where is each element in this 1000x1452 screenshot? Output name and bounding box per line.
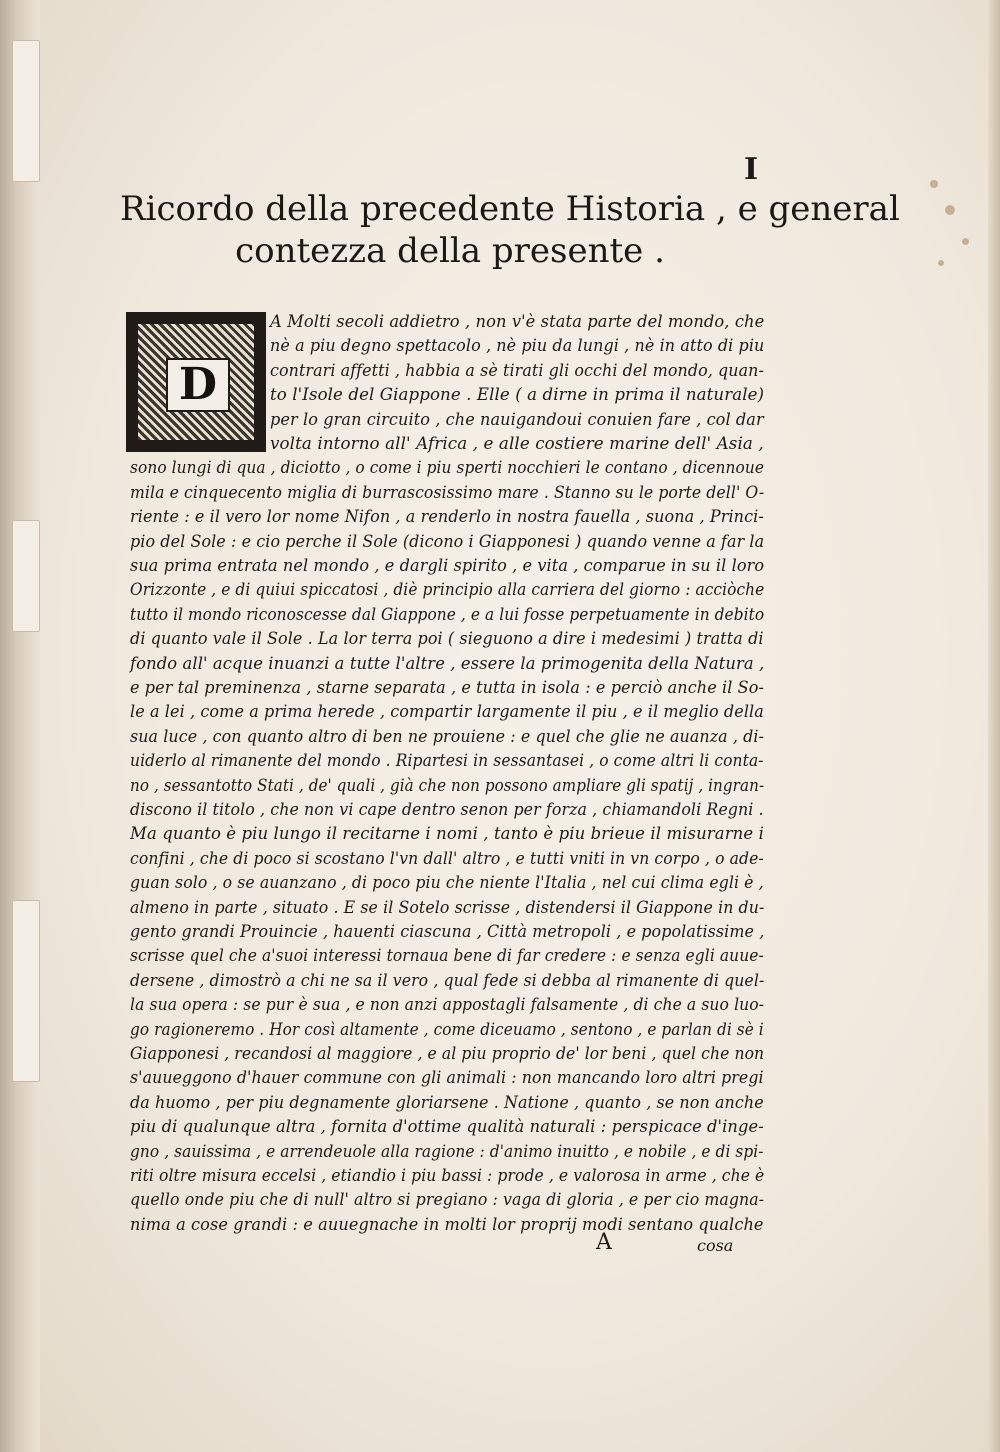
text-line: guan solo , o se auanzano , di poco piu che niente l'Italia , nel cui clima egli è , xyxy=(130,873,764,894)
foxing-spot xyxy=(945,205,955,215)
catchword: cosa xyxy=(697,1236,734,1255)
text-line: nè a piu degno spettacolo , nè piu da lungi , nè in atto di piu xyxy=(270,336,765,357)
text-line: A Molti secoli addietro , non v'è stata parte del mondo, che xyxy=(270,312,765,332)
text-line: s'auueggono d'hauer commune con gli animali : non mancando loro altri pregi xyxy=(130,1068,764,1089)
text-line: discono il titolo , che non vi cape dentro senon per forza , chiamandoli Regni . xyxy=(130,800,764,820)
torn-paper-strip xyxy=(12,520,40,632)
text-line: go ragioneremo . Hor così altamente , come diceuamo , sentono , e parlan di sè i xyxy=(130,1019,764,1040)
text-line: to l'Isole del Giappone . Elle ( a dirne in prima il naturale) xyxy=(270,385,765,406)
text-line: confini , che di poco si scostano l'vn dall' altro , e tutti vniti in vn corpo , o ade- xyxy=(130,848,764,869)
text-line: pio del Sole : e cio perche il Sole (dicono i Giapponesi ) quando venne a far la xyxy=(130,531,765,552)
text-line: riente : e il vero lor nome Nifon , a renderlo in nostra fauella , suona , Princi- xyxy=(130,507,764,528)
text-line: mila e cinquecento miglia di burrascosissimo mare . Stanno su le porte dell' O- xyxy=(130,482,765,503)
heading-line-2: contezza della presente . xyxy=(235,231,665,271)
text-line: sono lungi di qua , diciotto , o come i piu sperti nocchieri le contano , dicennoue xyxy=(130,458,765,479)
text-line: sua prima entrata nel mondo , e dargli spirito , e vita , comparue in su il loro xyxy=(130,556,765,576)
text-line: tutto il mondo riconoscesse dal Giappone , e a lui fosse perpetuamente in debito xyxy=(130,604,765,625)
text-line: Giapponesi , recandosi al maggiore , e al piu proprio de' lor beni , quel che non xyxy=(130,1044,765,1064)
initial-letter: D xyxy=(166,358,230,412)
page-spine xyxy=(0,0,40,1452)
text-line: gno , sauissima , e arrendeuole alla ragione : d'animo inuitto , e nobile , e di spi- xyxy=(130,1141,764,1162)
text-line: scrisse quel che a'suoi interessi tornaua bene di far credere : e senza egli auue- xyxy=(130,946,764,967)
torn-paper-strip xyxy=(12,40,40,182)
text-line: piu di qualunque altra , fornita d'ottime qualità naturali : perspicace d'inge- xyxy=(130,1117,764,1138)
text-line: Ma quanto è piu lungo il recitarne i nomi , tanto è piu brieue il misurarne i xyxy=(130,824,764,845)
text-line: e per tal preminenza , starne separata , e tutta in isola : e perciò anche il So- xyxy=(130,678,764,698)
torn-paper-strip xyxy=(12,900,40,1082)
heading-line-1: Ricordo della precedente Historia , e general xyxy=(120,189,900,229)
text-line: contrari affetti , habbia a sè tirati gli occhi del mondo, quan- xyxy=(270,360,764,381)
text-line: sua luce , con quanto altro di ben ne prouiene : e quel che glie ne auanza , di- xyxy=(130,726,765,747)
text-line: la sua opera : se pur è sua , e non anzi appostagli falsamente , di che a suo luo- xyxy=(130,995,765,1016)
text-line: nima a cose grandi : e auuegnache in molti lor proprij modi sentano qualche xyxy=(130,1214,764,1235)
text-line: da huomo , per piu degnamente gloriarsene . Natione , quanto , se non anche xyxy=(130,1092,764,1113)
text-line: gento grandi Prouincie , hauenti ciascuna , Città metropoli , e popolatissime , xyxy=(130,922,765,942)
text-line: no , sessantotto Stati , de' quali , già che non possono ampliare gli spatij , ingran- xyxy=(130,775,765,796)
text-line: uiderlo al rimanente del mondo . Ripartesi in sessantasei , o come altri li conta- xyxy=(130,751,764,772)
page-edge xyxy=(988,0,1000,1452)
chapter-heading xyxy=(120,188,900,272)
foxing-spot xyxy=(930,180,938,188)
foxing-spot xyxy=(962,238,969,245)
text-line: dersene , dimostrò a chi ne sa il vero , qual fede si debba al rimanente di quel- xyxy=(130,970,765,991)
text-line: volta intorno all' Africa , e alle costiere marine dell' Asia , xyxy=(270,434,764,454)
text-line: le a lei , come a prima herede , compartir largamente il piu , e il meglio della xyxy=(130,702,764,723)
text-line: per lo gran circuito , che nauigandoui conuien fare , col dar xyxy=(270,409,764,430)
foxing-spot xyxy=(938,260,944,266)
text-line: di quanto vale il Sole . La lor terra poi ( sieguono a dire i medesimi ) tratta di xyxy=(130,629,764,650)
text-line: riti oltre misura eccelsi , etiandio i piu bassi : prode , e valorosa in arme , che è xyxy=(130,1166,765,1186)
text-line: quello onde piu che di null' altro si pregiano : vaga di gloria , e per cio magna- xyxy=(130,1190,765,1211)
text-line: almeno in parte , situato . E se il Sotelo scrisse , distendersi il Giappone in du- xyxy=(130,897,765,918)
page-number: I xyxy=(744,152,759,187)
text-line: fondo all' acque inuanzi a tutte l'altre , essere la primogenita della Natura , xyxy=(130,653,765,674)
decorated-initial xyxy=(126,312,266,452)
signature-mark: A xyxy=(596,1230,612,1255)
text-line: Orizzonte , e di quiui spiccatosi , diè principio alla carriera del giorno : acciòche xyxy=(130,580,765,601)
